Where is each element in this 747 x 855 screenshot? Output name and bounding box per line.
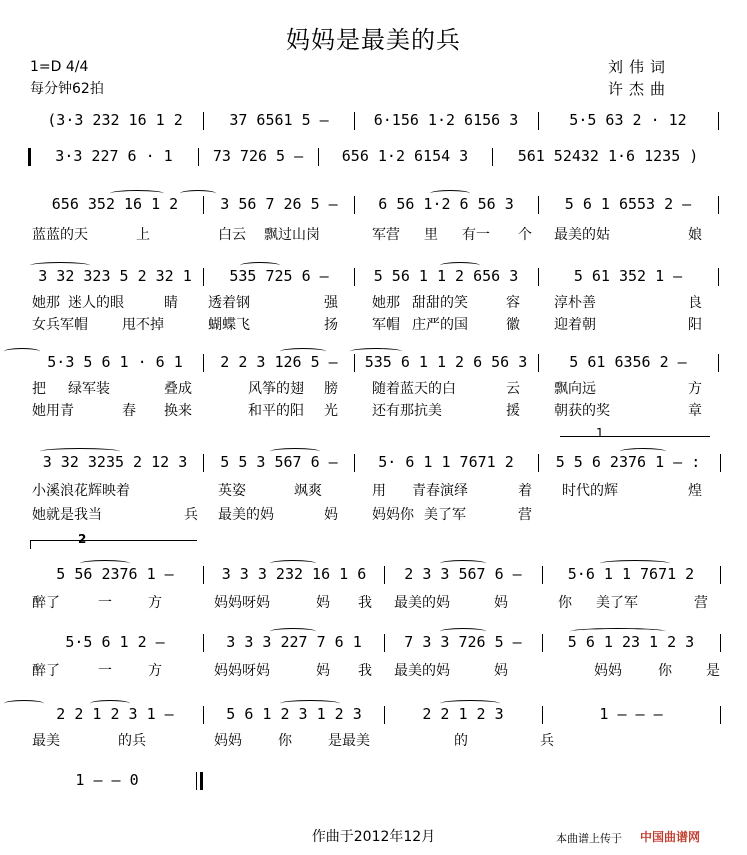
barline bbox=[196, 772, 197, 790]
lyric-word: 我 bbox=[358, 663, 372, 679]
barline bbox=[384, 706, 385, 724]
lyric-word: 最美的妈 bbox=[218, 507, 274, 523]
barline bbox=[354, 112, 355, 130]
lyric-word: 和平的阳 bbox=[248, 403, 304, 419]
lyric-word: 飘向远 bbox=[554, 381, 596, 397]
measure: 2 2 1 2 3 bbox=[422, 705, 504, 723]
lyric-word: 妈妈 bbox=[594, 663, 622, 679]
lyric-word: 云 bbox=[506, 381, 520, 397]
barline bbox=[384, 634, 385, 652]
lyric-word: 妈 bbox=[494, 595, 508, 611]
measure: 5 56 1 1 2 656 3 bbox=[373, 267, 519, 285]
barline bbox=[718, 196, 719, 214]
lyric-word: 最美的姑 bbox=[554, 227, 610, 243]
lyric-word: 煌 bbox=[688, 483, 702, 499]
barline bbox=[538, 354, 539, 372]
lyric-word: 小溪浪花辉映着 bbox=[32, 483, 130, 499]
lyric-line bbox=[28, 660, 724, 682]
lyric-word: 她那 bbox=[372, 295, 400, 311]
lyric-word: 你 bbox=[558, 595, 572, 611]
lyric-word: 她用青 bbox=[32, 403, 74, 419]
barline bbox=[720, 566, 721, 584]
key-time-signature: 1=D 4/4 bbox=[30, 59, 89, 75]
measure: 656 352 16 1 2 bbox=[51, 195, 179, 213]
staff-row-6 bbox=[28, 450, 724, 474]
lyric-word: 一 bbox=[98, 663, 112, 679]
lyric-word: 个 bbox=[518, 227, 532, 243]
lyric-line bbox=[28, 378, 724, 400]
barline bbox=[718, 112, 719, 130]
barline bbox=[354, 268, 355, 286]
tempo-marking: 每分钟62拍 bbox=[30, 81, 104, 97]
lyric-word: 迷人的眼 bbox=[68, 295, 124, 311]
lyric-word: 是最美 bbox=[328, 733, 370, 749]
lyric-word: 强 bbox=[324, 295, 338, 311]
measure: (3·3 232 16 1 2 bbox=[47, 111, 183, 129]
lyric-word: 军帽 bbox=[372, 317, 400, 333]
lyric-word: 徽 bbox=[506, 317, 520, 333]
song-title: 妈妈是最美的兵 bbox=[286, 26, 461, 54]
lyric-word: 里 bbox=[424, 227, 438, 243]
lyric-word: 她那 bbox=[32, 295, 60, 311]
lyric-word: 叠成 bbox=[164, 381, 192, 397]
lyric-word: 援 bbox=[506, 403, 520, 419]
final-barline bbox=[200, 772, 203, 790]
lyric-word: 白云 bbox=[218, 227, 246, 243]
measure: 3 56 7 26 5 – bbox=[220, 195, 338, 213]
staff-row-5 bbox=[28, 350, 724, 374]
lyric-word: 蓝蓝的天 bbox=[32, 227, 88, 243]
staff-row-7 bbox=[28, 562, 724, 586]
lyric-line bbox=[28, 292, 724, 314]
barline bbox=[203, 268, 204, 286]
measure: 6 56 1·2 6 56 3 bbox=[378, 195, 514, 213]
lyric-word: 我 bbox=[358, 595, 372, 611]
lyric-word: 妈 bbox=[316, 663, 330, 679]
barline bbox=[203, 706, 204, 724]
lyric-word: 容 bbox=[506, 295, 520, 311]
barline bbox=[718, 268, 719, 286]
site-logo[interactable] bbox=[640, 828, 700, 845]
lyric-word: 你 bbox=[278, 733, 292, 749]
lyric-word: 女兵军帽 bbox=[32, 317, 88, 333]
lyric-word: 换来 bbox=[164, 403, 192, 419]
lyric-line bbox=[28, 480, 724, 502]
volta-bracket-2 bbox=[30, 540, 197, 549]
composition-date: 作曲于2012年12月 bbox=[311, 829, 436, 845]
lyric-word: 醉了 bbox=[32, 663, 60, 679]
lyric-word: 兵 bbox=[184, 507, 198, 523]
repeat-start-barline bbox=[28, 148, 31, 166]
measure: 5 61 352 1 – bbox=[573, 267, 683, 285]
measure: 5 5 3 567 6 – bbox=[220, 453, 338, 471]
lyric-word: 妈 bbox=[316, 595, 330, 611]
lyric-word: 最美的妈 bbox=[394, 595, 450, 611]
lyric-word: 美了军 bbox=[424, 507, 466, 523]
barline bbox=[720, 706, 721, 724]
measure: 7 3 3 726 5 – bbox=[404, 633, 522, 651]
lyric-word: 随着蓝天的白 bbox=[372, 381, 456, 397]
score-meta-left bbox=[30, 56, 104, 100]
measure: 3 32 323 5 2 32 1 bbox=[38, 267, 192, 285]
lyric-word: 庄严的国 bbox=[412, 317, 468, 333]
barline bbox=[542, 634, 543, 652]
measure: 1 – – 0 bbox=[75, 771, 139, 789]
barline bbox=[203, 566, 204, 584]
lyric-word: 妈妈呀妈 bbox=[214, 663, 270, 679]
lyricist-credit: 刘伟词 bbox=[608, 58, 672, 76]
lyric-word: 美了军 bbox=[596, 595, 638, 611]
measure: 5 6 1 6553 2 – bbox=[564, 195, 692, 213]
staff-row-10 bbox=[28, 768, 724, 792]
measure: 5 6 1 2 3 1 2 3 bbox=[226, 705, 362, 723]
lyric-word: 睛 bbox=[164, 295, 178, 311]
lyric-word: 军营 bbox=[372, 227, 400, 243]
measure: 5·3 5 6 1 · 6 1 bbox=[47, 353, 183, 371]
volta-label-1: 1 bbox=[596, 426, 604, 440]
lyric-word: 最美 bbox=[32, 733, 60, 749]
barline bbox=[354, 196, 355, 214]
lyric-word: 兵 bbox=[540, 733, 554, 749]
lyric-word: 妈妈你 bbox=[372, 507, 414, 523]
lyric-word: 光 bbox=[324, 403, 338, 419]
staff-row-1 bbox=[28, 108, 724, 132]
lyric-word: 方 bbox=[148, 663, 162, 679]
barline bbox=[542, 566, 543, 584]
lyric-word: 甜甜的笑 bbox=[412, 295, 468, 311]
composer-credit: 许杰曲 bbox=[608, 80, 672, 98]
measure: 5·5 6 1 2 – bbox=[65, 633, 165, 651]
measure: 3 32 3235 2 12 3 bbox=[42, 453, 188, 471]
lyric-word: 是 bbox=[706, 663, 720, 679]
measure: 3 3 3 227 7 6 1 bbox=[226, 633, 362, 651]
barline bbox=[318, 148, 319, 166]
lyric-word: 时代的辉 bbox=[562, 483, 618, 499]
site-logo-text: 中国曲谱网 bbox=[640, 830, 701, 844]
measure: 1 – – – bbox=[599, 705, 663, 723]
lyric-word: 把 bbox=[32, 381, 46, 397]
measure: 6·156 1·2 6156 3 bbox=[373, 111, 519, 129]
lyric-line bbox=[28, 400, 724, 422]
measure: 5 61 6356 2 – bbox=[569, 353, 687, 371]
measure: 3 3 3 232 16 1 6 bbox=[221, 565, 367, 583]
barline bbox=[203, 112, 204, 130]
lyric-line bbox=[28, 224, 724, 246]
barline bbox=[538, 454, 539, 472]
lyric-word: 着 bbox=[518, 483, 532, 499]
lyric-word: 英姿 bbox=[218, 483, 246, 499]
lyric-line bbox=[28, 592, 724, 614]
lyric-word: 甩不掉 bbox=[122, 317, 164, 333]
lyric-word: 最美的妈 bbox=[394, 663, 450, 679]
lyric-word: 章 bbox=[688, 403, 702, 419]
lyric-word: 妈 bbox=[494, 663, 508, 679]
volta-bracket-1 bbox=[560, 436, 710, 445]
barline bbox=[538, 268, 539, 286]
barline bbox=[718, 354, 719, 372]
lyric-word: 营 bbox=[694, 595, 708, 611]
lyric-word: 风筝的翅 bbox=[248, 381, 304, 397]
lyric-word: 的兵 bbox=[118, 733, 146, 749]
measure: 5 5 6 2376 1 – : bbox=[555, 453, 701, 471]
lyric-word: 蝴蝶飞 bbox=[208, 317, 250, 333]
lyric-word: 你 bbox=[658, 663, 672, 679]
measure: 535 6 1 1 2 6 56 3 bbox=[364, 353, 528, 371]
measure: 535 725 6 – bbox=[229, 267, 329, 285]
barline bbox=[720, 634, 721, 652]
lyric-word: 膀 bbox=[324, 381, 338, 397]
barline bbox=[203, 354, 204, 372]
lyric-line bbox=[28, 504, 724, 526]
staff-row-2 bbox=[28, 144, 724, 168]
staff-row-8 bbox=[28, 630, 724, 654]
lyric-word: 透着钢 bbox=[208, 295, 250, 311]
measure: 2 2 3 126 5 – bbox=[220, 353, 338, 371]
measure: 5· 6 1 1 7671 2 bbox=[378, 453, 514, 471]
lyric-word: 营 bbox=[518, 507, 532, 523]
measure: 5·5 63 2 · 12 bbox=[569, 111, 687, 129]
staff-row-3 bbox=[28, 192, 724, 216]
barline bbox=[542, 706, 543, 724]
repeat-end-barline bbox=[720, 454, 721, 472]
staff-row-9 bbox=[28, 702, 724, 726]
lyric-word: 醉了 bbox=[32, 595, 60, 611]
volta-label-2: 2 bbox=[78, 532, 87, 546]
lyric-word: 青春演绎 bbox=[412, 483, 468, 499]
lyric-word: 绿军装 bbox=[68, 381, 110, 397]
lyric-word: 扬 bbox=[324, 317, 338, 333]
measure: 2 3 3 567 6 – bbox=[404, 565, 522, 583]
lyric-word: 飘过山岗 bbox=[264, 227, 320, 243]
lyric-word: 方 bbox=[688, 381, 702, 397]
lyric-word: 妈妈呀妈 bbox=[214, 595, 270, 611]
lyric-word: 春 bbox=[122, 403, 136, 419]
lyric-word: 的 bbox=[454, 733, 468, 749]
barline bbox=[198, 148, 199, 166]
measure: 5·6 1 1 7671 2 bbox=[567, 565, 695, 583]
lyric-word: 淳朴善 bbox=[554, 295, 596, 311]
measure: 5 56 2376 1 – bbox=[56, 565, 174, 583]
barline bbox=[492, 148, 493, 166]
measure: 2 2 1 2 3 1 – bbox=[56, 705, 174, 723]
staff-row-4 bbox=[28, 264, 724, 288]
measure: 73 726 5 – bbox=[212, 147, 304, 165]
lyric-word: 方 bbox=[148, 595, 162, 611]
lyric-word: 妈 bbox=[324, 507, 338, 523]
lyric-word: 她就是我当 bbox=[32, 507, 102, 523]
barline bbox=[203, 196, 204, 214]
barline bbox=[354, 354, 355, 372]
lyric-word: 妈妈 bbox=[214, 733, 242, 749]
measure: 3·3 227 6 · 1 bbox=[55, 147, 173, 165]
barline bbox=[203, 634, 204, 652]
lyric-word: 上 bbox=[136, 227, 150, 243]
lyric-word: 良 bbox=[688, 295, 702, 311]
measure: 5 6 1 23 1 2 3 bbox=[567, 633, 695, 651]
lyric-line bbox=[28, 730, 724, 752]
score-meta-right bbox=[608, 56, 671, 100]
lyric-word: 飒爽 bbox=[294, 483, 322, 499]
barline bbox=[538, 112, 539, 130]
lyric-word: 还有那抗美 bbox=[372, 403, 442, 419]
barline bbox=[384, 566, 385, 584]
lyric-word: 迎着朝 bbox=[554, 317, 596, 333]
barline bbox=[538, 196, 539, 214]
lyric-word: 阳 bbox=[688, 317, 702, 333]
barline bbox=[203, 454, 204, 472]
measure: 656 1·2 6154 3 bbox=[341, 147, 469, 165]
lyric-word: 有一 bbox=[462, 227, 490, 243]
measure: 37 6561 5 – bbox=[229, 111, 329, 129]
lyric-line bbox=[28, 314, 724, 336]
lyric-word: 娘 bbox=[688, 227, 702, 243]
barline bbox=[354, 454, 355, 472]
upload-note: 本曲谱上传于 bbox=[556, 832, 622, 845]
lyric-word: 用 bbox=[372, 483, 386, 499]
lyric-word: 朝获的奖 bbox=[554, 403, 610, 419]
measure: 561 52432 1·6 1235 ) bbox=[517, 147, 699, 165]
lyric-word: 一 bbox=[98, 595, 112, 611]
